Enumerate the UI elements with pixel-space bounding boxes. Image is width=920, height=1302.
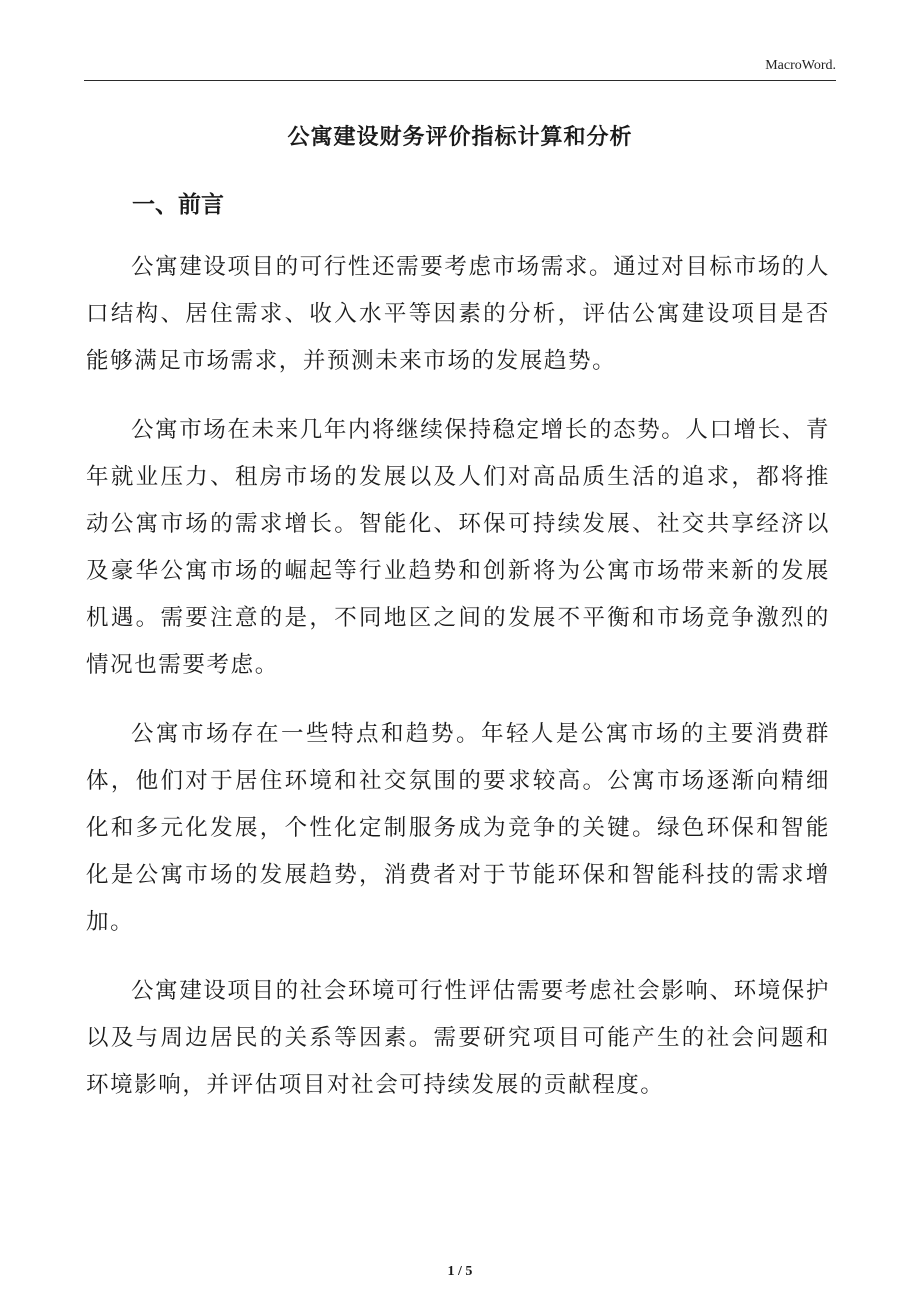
paragraph-3: 公寓市场存在一些特点和趋势。年轻人是公寓市场的主要消费群体，他们对于居住环境和社交氛围的要求较高。公寓市场逐渐向精细化和多元化发展，个性化定制服务成为竞争的关键。绿色环保和智能化是公寓市场的发展趋势，消费者对于节能环保和智能科技的需求增加。 [86,721,830,935]
header-brand: MacroWord. [765,58,836,73]
paragraph-1: 公寓建设项目的可行性还需要考虑市场需求。通过对目标市场的人口结构、居住需求、收入水平等因素的分析，评估公寓建设项目是否能够满足市场需求，并预测未来市场的发展趋势。 [86,254,830,374]
paragraph-2: 公寓市场在未来几年内将继续保持稳定增长的态势。人口增长、青年就业压力、租房市场的发展以及人们对高品质生活的追求，都将推动公寓市场的需求增长。智能化、环保可持续发展、社交共享经济以及豪华公寓市场的崛起等行业趋势和创新将为公寓市场带来新的发展机遇。需要注意的是，不同地区之间的发展不平衡和市场竞争激烈的情况也需要考虑。 [86,417,830,678]
page-number: 1 / 5 [447,1264,473,1279]
header-divider [84,80,836,81]
section-heading: 一、前言 [132,192,224,218]
paragraph-4: 公寓建设项目的社会环境可行性评估需要考虑社会影响、环境保护以及与周边居民的关系等因素。需要研究项目可能产生的社会问题和环境影响，并评估项目对社会可持续发展的贡献程度。 [86,978,830,1098]
document-title: 公寓建设财务评价指标计算和分析 [287,125,633,150]
document-body [86,244,830,1131]
